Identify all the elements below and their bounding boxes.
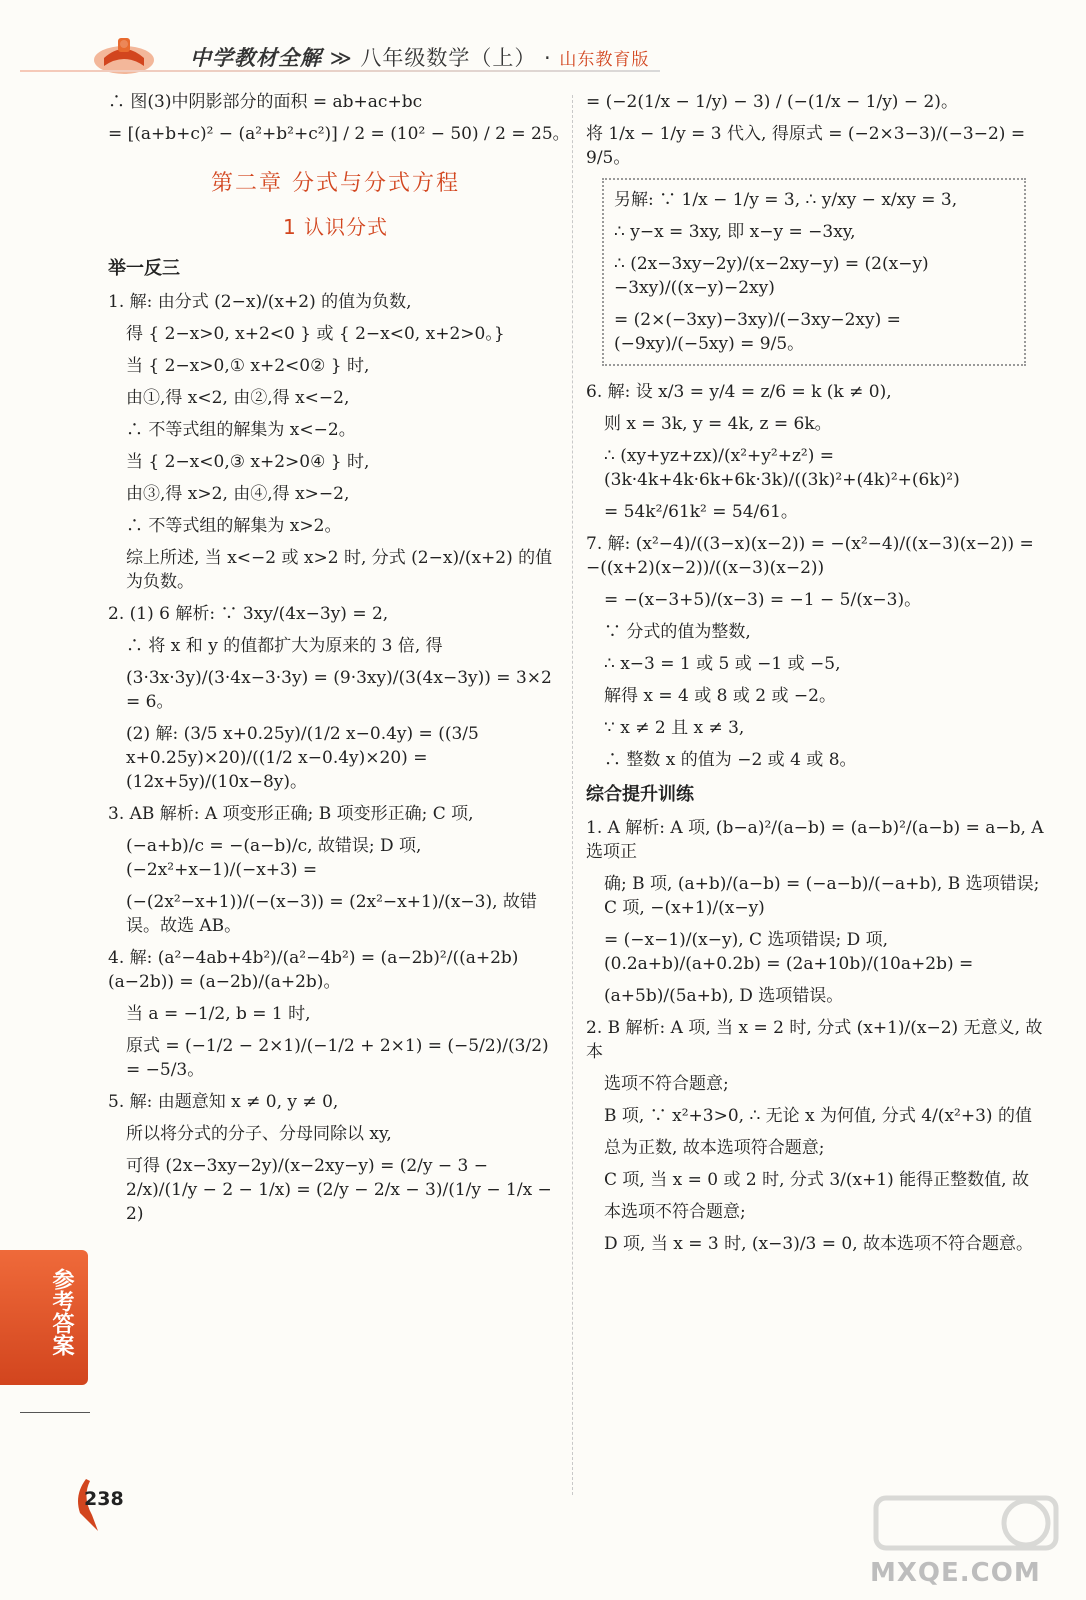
solution-line: (a+5b)/(5a+b), D 选项错误。 bbox=[604, 986, 844, 1006]
solution-line: = (−2(1/x − 1/y) − 3) / (−(1/x − 1/y) − 2)。 bbox=[586, 92, 958, 112]
side-rule bbox=[20, 1412, 90, 1413]
solution-line: = (−x−1)/(x−y), C 选项错误; D 项, (0.2a+b)/(a+0.2b) = (2a+10b)/(10a+2b) = bbox=[604, 930, 974, 974]
solution-line: 可得 (2x−3xy−2y)/(x−2xy−y) = (2/y − 3 − 2/x)/(1/y − 2 − 1/x) = (2/y − 2/x − 3)/(1/y − 1/x − 2) bbox=[126, 1156, 552, 1224]
section-title: 1 认识分式 bbox=[282, 215, 389, 239]
solution-line: ∵ 分式的值为整数, bbox=[604, 622, 751, 642]
solution-line: 当 { 2−x>0,① x+2<0② } 时, bbox=[126, 356, 370, 376]
solution-line: 所以将分式的分子、分母同除以 xy, bbox=[126, 1124, 392, 1144]
solution-line: (3·3x·3y)/(3·4x−3·3y) = (9·3xy)/(3(4x−3y)) = 3×2 = 6。 bbox=[126, 668, 552, 712]
publisher-label: 山东教育版 bbox=[559, 50, 650, 70]
left-column bbox=[108, 90, 570, 1234]
subject-label: 八年级数学（上） bbox=[360, 46, 537, 70]
solution-line: 确; B 项, (a+b)/(a−b) = (−a−b)/(−a+b), B 选项错误; C 项, −(x+1)/(x−y) bbox=[604, 874, 1040, 918]
solution-line: 2. B 解析: A 项, 当 x = 2 时, 分式 (x+1)/(x−2) 无意义, 故本 bbox=[586, 1018, 1043, 1062]
box-line: ∴ y−x = 3xy, 即 x−y = −3xy, bbox=[614, 222, 856, 242]
subheading: 举一反三 bbox=[108, 258, 180, 279]
solution-line: ∴ 不等式组的解集为 x>2。 bbox=[126, 516, 342, 536]
solution-line: 综上所述, 当 x<−2 或 x>2 时, 分式 (2−x)/(x+2) 的值为负数。 bbox=[126, 548, 553, 592]
solution-line: ∴ 整数 x 的值为 −2 或 4 或 8。 bbox=[604, 750, 857, 770]
solution-line: 选项不符合题意; bbox=[604, 1074, 729, 1094]
header-dot: · bbox=[544, 46, 552, 70]
solution-line: = −(x−3+5)/(x−3) = −1 − 5/(x−3)。 bbox=[604, 590, 922, 610]
right-column bbox=[586, 90, 1046, 1264]
solution-line: 本选项不符合题意; bbox=[604, 1202, 746, 1222]
solution-line: 得 { 2−x>0, x+2<0 } 或 { 2−x<0, x+2>0。} bbox=[126, 324, 505, 344]
solution-line: 则 x = 3k, y = 4k, z = 6k。 bbox=[604, 414, 832, 434]
solution-line: 当 { 2−x<0,③ x+2>0④ } 时, bbox=[126, 452, 370, 472]
solution-line: 总为正数, 故本选项符合题意; bbox=[604, 1138, 825, 1158]
solution-line: 当 a = −1/2, b = 1 时, bbox=[126, 1004, 311, 1024]
solution-line: C 项, 当 x = 0 或 2 时, 分式 3/(x+1) 能得正整数值, 故 bbox=[604, 1170, 1029, 1190]
solution-line: ∴ 图(3)中阴影部分的面积 = ab+ac+bc bbox=[108, 92, 423, 112]
header-separator: ≫ bbox=[329, 46, 353, 70]
solution-line: ∴ 不等式组的解集为 x<−2。 bbox=[126, 420, 356, 440]
solution-line: 解得 x = 4 或 8 或 2 或 −2。 bbox=[604, 686, 836, 706]
solution-line: 6. 解: 设 x/3 = y/4 = z/6 = k (k ≠ 0), bbox=[586, 382, 892, 402]
subheading: 综合提升训练 bbox=[586, 784, 694, 805]
solution-line: ∴ 将 x 和 y 的值都扩大为原来的 3 倍, 得 bbox=[126, 636, 443, 656]
solution-line: 1. 解: 由分式 (2−x)/(x+2) 的值为负数, bbox=[108, 292, 412, 312]
book-title: 中学教材全解 bbox=[190, 46, 322, 70]
solution-line: 2. (1) 6 解析: ∵ 3xy/(4x−3y) = 2, bbox=[108, 604, 389, 624]
solution-line: 由①,得 x<2, 由②,得 x<−2, bbox=[126, 388, 350, 408]
solution-line: 4. 解: (a²−4ab+4b²)/(a²−4b²) = (a−2b)²/((a+2b)(a−2b)) = (a−2b)/(a+2b)。 bbox=[108, 948, 519, 992]
answer-tab-label: 参考答案 bbox=[49, 1268, 74, 1356]
solution-line: 1. A 解析: A 项, (b−a)²/(a−b) = (a−b)²/(a−b) = a−b, A 选项正 bbox=[586, 818, 1044, 862]
solution-line: B 项, ∵ x²+3>0, ∴ 无论 x 为何值, 分式 4/(x²+3) 的值 bbox=[604, 1106, 1032, 1126]
alternative-solution-box bbox=[602, 178, 1026, 366]
solution-line: ∴ (xy+yz+zx)/(x²+y²+z²) = (3k·4k+4k·6k+6k·3k)/((3k)²+(4k)²+(6k)²) bbox=[604, 446, 960, 490]
box-line: 另解: ∵ 1/x − 1/y = 3, ∴ y/xy − x/xy = 3, bbox=[614, 190, 958, 210]
solution-line: 5. 解: 由题意知 x ≠ 0, y ≠ 0, bbox=[108, 1092, 339, 1112]
solution-line: D 项, 当 x = 3 时, (x−3)/3 = 0, 故本选项不符合题意。 bbox=[604, 1234, 1034, 1254]
solution-line: = 54k²/61k² = 54/61。 bbox=[604, 502, 798, 522]
header-title bbox=[190, 42, 649, 72]
solution-line: 由③,得 x>2, 由④,得 x>−2, bbox=[126, 484, 350, 504]
page-number: 238 bbox=[84, 1488, 124, 1510]
solution-line: (−(2x²−x+1))/(−(x−3)) = (2x²−x+1)/(x−3), 故错误。故选 AB。 bbox=[126, 892, 537, 936]
solution-line: 将 1/x − 1/y = 3 代入, 得原式 = (−2×3−3)/(−3−2) = 9/5。 bbox=[586, 124, 1026, 168]
box-line: = (2×(−3xy)−3xy)/(−3xy−2xy) = (−9xy)/(−5xy) = 9/5。 bbox=[614, 310, 901, 354]
solution-line: 3. AB 解析: A 项变形正确; B 项变形正确; C 项, bbox=[108, 804, 474, 824]
solution-line: ∴ x−3 = 1 或 5 或 −1 或 −5, bbox=[604, 654, 841, 674]
box-line: ∴ (2x−3xy−2y)/(x−2xy−y) = (2(x−y)−3xy)/((x−y)−2xy) bbox=[614, 254, 929, 298]
solution-line: 原式 = (−1/2 − 2×1)/(−1/2 + 2×1) = (−5/2)/(3/2) = −5/3。 bbox=[126, 1036, 549, 1080]
column-divider bbox=[572, 95, 573, 1495]
solution-line: = [(a+b+c)² − (a²+b²+c²)] / 2 = (10² − 50) / 2 = 25。 bbox=[108, 124, 570, 144]
solution-line: (2) 解: (3/5 x+0.25y)/(1/2 x−0.4y) = ((3/5 x+0.25y)×20)/((1/2 x−0.4y)×20) = (12x+5y)/(10x−8y)。 bbox=[126, 724, 479, 792]
solution-line: 7. 解: (x²−4)/((3−x)(x−2)) = −(x²−4)/((x−3)(x−2)) = −((x+2)(x−2))/((x−3)(x−2)) bbox=[586, 534, 1034, 578]
solution-line: (−a+b)/c = −(a−b)/c, 故错误; D 项, (−2x²+x−1)/(−x+3) = bbox=[126, 836, 422, 880]
answer-section-tab bbox=[0, 1250, 88, 1385]
page-header bbox=[0, 0, 1086, 90]
chapter-title: 第二章 分式与分式方程 bbox=[211, 171, 460, 196]
watermark-text: MXQE.COM bbox=[870, 1558, 1041, 1588]
solution-line: ∵ x ≠ 2 且 x ≠ 3, bbox=[604, 718, 745, 738]
